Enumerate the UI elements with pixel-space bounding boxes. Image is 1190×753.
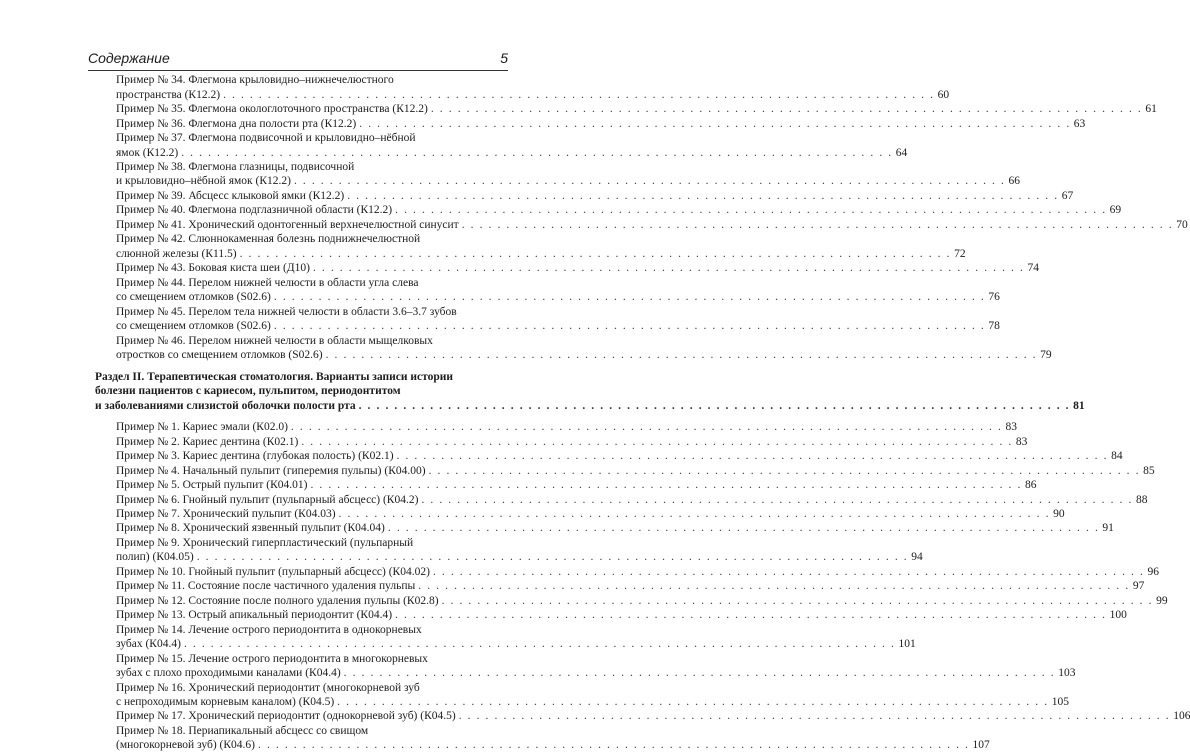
header-title: Содержание	[88, 50, 170, 66]
toc-entry-text: Пример № 41. Хронический одонтогенный верхнечелюстной синусит	[116, 219, 459, 231]
toc-page-number: 83	[1015, 436, 1028, 448]
dot-leader: . . . . . . . . . . . . . . . . . . . . . . . . . . . . . . . . . . . . . . . . . . . . . . . . . . . . . . . . . . . . . . . . . . . . . . . . . . . . . . . .	[395, 609, 1107, 621]
toc-entry-line	[116, 636, 916, 652]
dot-leader: . . . . . . . . . . . . . . . . . . . . . . . . . . . . . . . . . . . . . . . . . . . . . . . . . . . . . . . . . . . . . . . . . . . . . . . . . . . . . . . .	[239, 248, 952, 260]
toc-entry-text: Пример № 16. Хронический периодонтит (многокорневой зуб	[116, 682, 420, 694]
toc-entry-line	[116, 130, 500, 146]
toc-entry-text: Пример № 13. Острый апикальный периодонтит (К04.4)	[116, 609, 393, 621]
toc-entry-line	[116, 448, 1123, 464]
toc-entry-text: Пример № 35. Флегмона окологлоточного пространства (К12.2)	[116, 103, 428, 115]
toc-entry-line	[116, 347, 1052, 363]
toc-page-number: 61	[1145, 103, 1157, 115]
toc-entry-text: Пример № 46. Перелом нижней челюсти в области мыщелковых	[116, 335, 433, 347]
dot-leader: . . . . . . . . . . . . . . . . . . . . . . . . . . . . . . . . . . . . . . . . . . . . . . . . . . . . . . . . . . . . . . . . . . . . . . . . . . . . . . . .	[325, 349, 1038, 361]
toc-page-number: 97	[1132, 580, 1145, 592]
toc-page-number: 101	[898, 638, 916, 650]
dot-leader: . . . . . . . . . . . . . . . . . . . . . . . . . . . . . . . . . . . . . . . . . . . . . . . . . . . . . . . . . . . . . . . . . . . . . . . . . . . . . . . .	[196, 551, 909, 563]
toc-entry-text: (многокорневой зуб) (К04.6)	[116, 739, 255, 751]
toc-page-number: 76	[988, 291, 1000, 303]
page-number: 5	[500, 50, 508, 66]
dot-leader: . . . . . . . . . . . . . . . . . . . . . . . . . . . . . . . . . . . . . . . . . . . . . . . . . . . . . . . . . . . . . . . . . . . . . . . . . . . . . . . .	[338, 508, 1051, 520]
dot-leader: . . . . . . . . . . . . . . . . . . . . . . . . . . . . . . . . . . . . . . . . . . . . . . . . . . . . . . . . . . . . . . . . . . . . . . . . . . . . . . . .	[181, 147, 893, 159]
dot-leader: . . . . . . . . . . . . . . . . . . . . . . . . . . . . . . . . . . . . . . . . . . . . . . . . . . . . . . . . . . . . . . . . . . . . . . . . . . . . . . . .	[432, 566, 1145, 578]
toc-entry-text: Пример № 12. Состояние после полного удаления пульпы (К02.8)	[116, 595, 439, 607]
toc-entry-text: болезни пациентов с кариесом, пульпитом, периодонтитом	[95, 385, 401, 397]
toc-page-number: 106	[1173, 710, 1190, 722]
dot-leader: . . . . . . . . . . . . . . . . . . . . . . . . . . . . . . . . . . . . . . . . . . . . . . . . . . . . . . . . . . . . . . . . . . . . . . . . . . . . . . . .	[358, 400, 1071, 412]
toc-entry-line	[116, 318, 1000, 334]
toc-page-number: 86	[1024, 479, 1037, 491]
toc-entry-text: Пример № 10. Гнойный пульпит (пульпарный абсцесс) (К04.02)	[116, 566, 430, 578]
toc-page-number: 88	[1135, 494, 1148, 506]
dot-leader: . . . . . . . . . . . . . . . . . . . . . . . . . . . . . . . . . . . . . . . . . . . . . . . . . . . . . . . . . . . . . . . . . . . . . . . . . . . . . . . .	[396, 450, 1109, 462]
toc-entry-text: Пример № 43. Боковая киста шеи (Д10)	[116, 262, 310, 274]
toc-entry-text: Пример № 5. Острый пульпит (К04.01)	[116, 479, 308, 491]
toc-entry-text: Пример № 6. Гнойный пульпит (пульпарный абсцесс) (К04.2)	[116, 494, 419, 506]
dot-leader: . . . . . . . . . . . . . . . . . . . . . . . . . . . . . . . . . . . . . . . . . . . . . . . . . . . . . . . . . . . . . . . . . . . . . . . . . . . . . . . .	[428, 465, 1141, 477]
toc-entry-text: Пример № 3. Кариес дентина (глубокая полость) (К02.1)	[116, 450, 394, 462]
toc-page-number: 74	[1027, 262, 1039, 274]
dot-leader: . . . . . . . . . . . . . . . . . . . . . . . . . . . . . . . . . . . . . . . . . . . . . . . . . . . . . . . . . . . . . . . . . . . . . . . . . . . . . . . .	[337, 696, 1049, 708]
toc-page-number: 69	[1109, 204, 1122, 216]
toc-entry-line	[116, 607, 1127, 623]
toc-page-number: 78	[988, 320, 1000, 332]
toc-entry-line	[116, 520, 1114, 536]
toc-entry-text: Пример № 2. Кариес дентина (К02.1)	[116, 436, 299, 448]
toc-page-number: 103	[1058, 667, 1076, 679]
toc-entry-text: Пример № 11. Состояние после частичного удаления пульпы	[116, 580, 416, 592]
toc-entry-text: Пример № 38. Флегмона глазницы, подвисочной	[116, 161, 355, 173]
dot-leader: . . . . . . . . . . . . . . . . . . . . . . . . . . . . . . . . . . . . . . . . . . . . . . . . . . . . . . . . . . . . . . . . . . . . . . . . . . . . . . . .	[273, 291, 986, 303]
toc-entry-text: ямок (К12.2)	[116, 147, 179, 159]
toc-entry-line	[116, 72, 500, 88]
toc-section-line	[95, 383, 500, 399]
toc-entry-line	[116, 289, 1000, 305]
toc-page-number: 79	[1040, 349, 1052, 361]
dot-leader: . . . . . . . . . . . . . . . . . . . . . . . . . . . . . . . . . . . . . . . . . . . . . . . . . . . . . . . . . . . . . . . . . . . . . . . . . . . . . . . .	[290, 421, 1003, 433]
toc-entry-line	[116, 477, 1037, 493]
toc-entry-text: Пример № 42. Слюннокаменная болезнь поднижнечелюстной	[116, 233, 421, 245]
dot-leader: . . . . . . . . . . . . . . . . . . . . . . . . . . . . . . . . . . . . . . . . . . . . . . . . . . . . . . . . . . . . . . . . . . . . . . . . . . . . . . . .	[461, 219, 1174, 231]
toc-entry-text: со смещением отломков (S02.6)	[116, 320, 271, 332]
toc-entry-line	[116, 419, 1017, 435]
toc-entry-line	[116, 101, 1157, 117]
toc-entry-line	[116, 578, 1145, 594]
dot-leader: . . . . . . . . . . . . . . . . . . . . . . . . . . . . . . . . . . . . . . . . . . . . . . . . . . . . . . . . . . . . . . . . . . . . . . . . . . . . . . . .	[312, 262, 1025, 274]
toc-entry-text: слюнной железы (К11.5)	[116, 248, 237, 260]
toc-entry-text: зубах (К04.4)	[116, 638, 181, 650]
toc-entry-text: с непроходимым корневым каналом) (К04.5)	[116, 696, 335, 708]
toc-entry-text: Пример № 8. Хронический язвенный пульпит (К04.04)	[116, 522, 385, 534]
toc-entry-line	[116, 173, 1020, 189]
dot-leader: . . . . . . . . . . . . . . . . . . . . . . . . . . . . . . . . . . . . . . . . . . . . . . . . . . . . . . . . . . . . . . . . . . . . . . . . . . . . . . . .	[258, 739, 970, 751]
toc-page-number: 64	[895, 147, 908, 159]
dot-leader: . . . . . . . . . . . . . . . . . . . . . . . . . . . . . . . . . . . . . . . . . . . . . . . . . . . . . . . . . . . . . . . . . . . . . . . . . . . . . . . .	[301, 436, 1013, 448]
toc-entry-text: Пример № 9. Хронический гиперпластический (пульпарный	[116, 537, 414, 549]
toc-page-number: 91	[1102, 522, 1114, 534]
toc-entry-text: Пример № 37. Флегмона подвисочной и крыловидно–нёбной	[116, 132, 416, 144]
toc-page-number: 85	[1143, 465, 1155, 477]
toc-page-number: 90	[1053, 508, 1065, 520]
toc-entry-text: Пример № 14. Лечение острого периодонтита в однокорневых	[116, 624, 422, 636]
toc-entry-line	[116, 708, 1190, 724]
toc-page-number: 72	[954, 248, 966, 260]
toc-entry-text: Пример № 4. Начальный пульпит (гиперемия пульпы) (К04.00)	[116, 465, 426, 477]
toc-entry-text: Пример № 1. Кариес эмали (К02.0)	[116, 421, 288, 433]
dot-leader: . . . . . . . . . . . . . . . . . . . . . . . . . . . . . . . . . . . . . . . . . . . . . . . . . . . . . . . . . . . . . . . . . . . . . . . . . . . . . . . .	[421, 494, 1133, 506]
dot-leader: . . . . . . . . . . . . . . . . . . . . . . . . . . . . . . . . . . . . . . . . . . . . . . . . . . . . . . . . . . . . . . . . . . . . . . . . . . . . . . . .	[293, 175, 1006, 187]
dot-leader: . . . . . . . . . . . . . . . . . . . . . . . . . . . . . . . . . . . . . . . . . . . . . . . . . . . . . . . . . . . . . . . . . . . . . . . . . . . . . . . .	[359, 118, 1071, 130]
dot-leader: . . . . . . . . . . . . . . . . . . . . . . . . . . . . . . . . . . . . . . . . . . . . . . . . . . . . . . . . . . . . . . . . . . . . . . . . . . . . . . . .	[387, 522, 1100, 534]
toc-page-number: 96	[1147, 566, 1159, 578]
toc-entry-text: пространства (К12.2)	[116, 89, 221, 101]
toc-page-number: 67	[1061, 190, 1074, 202]
toc-page-number: 60	[937, 89, 950, 101]
toc-entry-line	[116, 665, 1076, 681]
dot-leader: . . . . . . . . . . . . . . . . . . . . . . . . . . . . . . . . . . . . . . . . . . . . . . . . . . . . . . . . . . . . . . . . . . . . . . . . . . . . . . . .	[183, 638, 896, 650]
toc-page-number: 66	[1008, 175, 1020, 187]
toc-entry-text: Пример № 36. Флегмона дна полости рта (К12.2)	[116, 118, 357, 130]
toc-entry-text: Раздел II. Терапевтическая стоматология. Варианты записи истории	[95, 371, 454, 383]
toc-entry-text: и заболеваниями слизистой оболочки полости рта	[95, 400, 356, 412]
dot-leader: . . . . . . . . . . . . . . . . . . . . . . . . . . . . . . . . . . . . . . . . . . . . . . . . . . . . . . . . . . . . . . . . . . . . . . . . . . . . . . . .	[223, 89, 935, 101]
toc-page-number: 107	[972, 739, 990, 751]
dot-leader: . . . . . . . . . . . . . . . . . . . . . . . . . . . . . . . . . . . . . . . . . . . . . . . . . . . . . . . . . . . . . . . . . . . . . . . . . . . . . . . .	[458, 710, 1171, 722]
toc-entry-line	[116, 549, 923, 565]
toc-entry-line	[116, 737, 990, 753]
toc-entry-text: Пример № 7. Хронический пульпит (К04.03)	[116, 508, 336, 520]
toc-page-number: 63	[1073, 118, 1086, 130]
toc-entry-text: и крыловидно–нёбной ямок (К12.2)	[116, 175, 291, 187]
toc-entry-text: Пример № 18. Периапикальный абсцесс со свищом	[116, 725, 369, 737]
dot-leader: . . . . . . . . . . . . . . . . . . . . . . . . . . . . . . . . . . . . . . . . . . . . . . . . . . . . . . . . . . . . . . . . . . . . . . . . . . . . . . . .	[273, 320, 986, 332]
toc-entry-line	[116, 202, 1122, 218]
toc-entry-text: Пример № 34. Флегмона крыловидно–нижнечелюстного	[116, 74, 394, 86]
toc-entry-line	[116, 260, 1039, 276]
toc-entry-text: Пример № 44. Перелом нижней челюсти в области угла слева	[116, 277, 419, 289]
toc-section-line	[95, 398, 1085, 414]
toc-page-number: 70	[1176, 219, 1188, 231]
dot-leader: . . . . . . . . . . . . . . . . . . . . . . . . . . . . . . . . . . . . . . . . . . . . . . . . . . . . . . . . . . . . . . . . . . . . . . . . . . . . . . . .	[430, 103, 1143, 115]
toc-entry-text: отростков со смещением отломков (S02.6)	[116, 349, 323, 361]
dot-leader: . . . . . . . . . . . . . . . . . . . . . . . . . . . . . . . . . . . . . . . . . . . . . . . . . . . . . . . . . . . . . . . . . . . . . . . . . . . . . . . .	[441, 595, 1154, 607]
dot-leader: . . . . . . . . . . . . . . . . . . . . . . . . . . . . . . . . . . . . . . . . . . . . . . . . . . . . . . . . . . . . . . . . . . . . . . . . . . . . . . . .	[310, 479, 1022, 491]
toc-entry-text: Пример № 39. Абсцесс клыковой ямки (К12.2)	[116, 190, 345, 202]
toc-entry-text: Пример № 45. Перелом тела нижней челюсти в области 3.6–3.7 зубов	[116, 306, 457, 318]
dot-leader: . . . . . . . . . . . . . . . . . . . . . . . . . . . . . . . . . . . . . . . . . . . . . . . . . . . . . . . . . . . . . . . . . . . . . . . . . . . . . . . .	[343, 667, 1056, 679]
running-header	[88, 47, 508, 71]
toc-entry-text: зубах с плохо проходимыми каналами (К04.4)	[116, 667, 341, 679]
toc-entry-text: полип) (К04.05)	[116, 551, 194, 563]
toc-page-number: 94	[911, 551, 923, 563]
toc-entry-text: со смещением отломков (S02.6)	[116, 291, 271, 303]
toc-page-number: 99	[1156, 595, 1168, 607]
toc-entry-text: Пример № 15. Лечение острого периодонтита в многокорневых	[116, 653, 428, 665]
toc-page-number: 84	[1111, 450, 1123, 462]
toc-page-number: 105	[1051, 696, 1069, 708]
toc-page-number: 81	[1073, 400, 1085, 412]
dot-leader: . . . . . . . . . . . . . . . . . . . . . . . . . . . . . . . . . . . . . . . . . . . . . . . . . . . . . . . . . . . . . . . . . . . . . . . . . . . . . . . .	[418, 580, 1130, 592]
toc-entry-text: Пример № 40. Флегмона подглазничной области (К12.2)	[116, 204, 393, 216]
toc-entry-text: Пример № 17. Хронический периодонтит (однокорневой зуб) (К04.5)	[116, 710, 456, 722]
toc-page-number: 100	[1109, 609, 1127, 621]
dot-leader: . . . . . . . . . . . . . . . . . . . . . . . . . . . . . . . . . . . . . . . . . . . . . . . . . . . . . . . . . . . . . . . . . . . . . . . . . . . . . . . .	[347, 190, 1059, 202]
dot-leader: . . . . . . . . . . . . . . . . . . . . . . . . . . . . . . . . . . . . . . . . . . . . . . . . . . . . . . . . . . . . . . . . . . . . . . . . . . . . . . . .	[395, 204, 1107, 216]
toc-entry-line	[116, 231, 500, 247]
toc-page-number: 83	[1005, 421, 1017, 433]
